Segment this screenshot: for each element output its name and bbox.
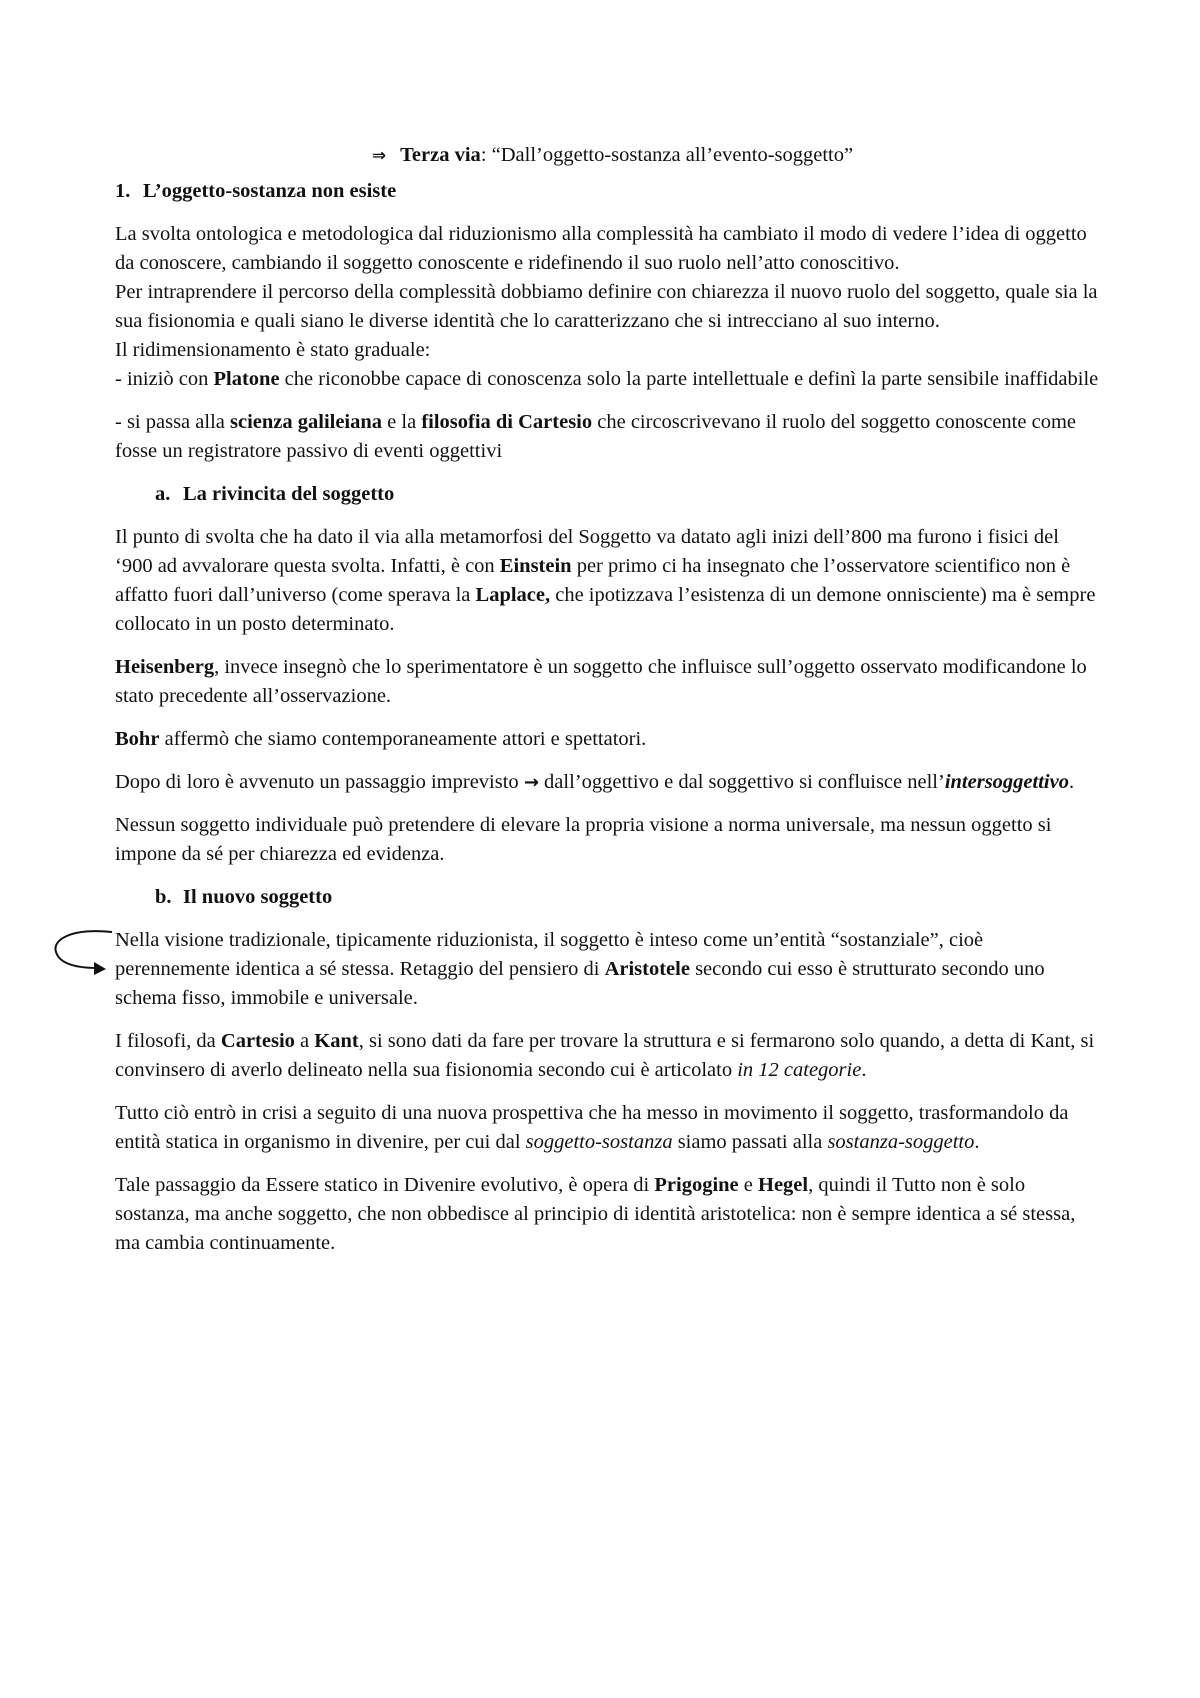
paragraph: Il punto di svolta che ha dato il via alla metamorfosi del Soggetto va datato agli inizi dell’800 ma furono i fisici del ‘900 ad avvalorare questa svolta. Infatti, è con Einstein per primo ci ha insegnato che l’osservatore scientifico non è affatto fuori dall’universo (come sperava la Laplace, che ipotizzava l’esistenza di un demone onnisciente) ma è sempre collocato in un posto determinato. [115, 526, 1096, 635]
right-arrow-icon: → [523, 772, 539, 793]
section-a-heading: a. La rivincita del soggetto [155, 483, 395, 505]
paragraph: Dopo di loro è avvenuto un passaggio imprevisto → dall’oggettivo e dal soggettivo si confluisce nell’intersoggettivo. [115, 771, 1075, 793]
paragraph: Nella visione tradizionale, tipicamente riduzionista, il soggetto è inteso come un’entità “sostanziale”, cioè perennemente identica a sé stessa. Retaggio del pensiero di Aristotele secondo cui esso è strutturato secondo uno schema fisso, immobile e universale. [115, 929, 1045, 1009]
paragraph: Nessun soggetto individuale può pretendere di elevare la propria visione a norma universale, ma nessun oggetto si impone da sé per chiarezza ed evidenza. [115, 814, 1052, 865]
paragraph: Bohr affermò che siamo contemporaneamente attori e spettatori. [115, 728, 647, 750]
section-b-heading: b. Il nuovo soggetto [155, 886, 333, 908]
paragraph: I filosofi, da Cartesio a Kant, si sono dati da fare per trovare la struttura e si fermarono solo quando, a detta di Kant, si convinsero di averlo delineato nella sua fisionomia secondo cui è articolato in 12 categorie. [115, 1030, 1095, 1081]
paragraph: - si passa alla scienza galileiana e la filosofia di Cartesio che circoscrivevano il ruolo del soggetto conoscente come fosse un registratore passivo di eventi oggettivi [115, 411, 1076, 462]
document-title: ⇒ Terza via: “Dall’oggetto-sostanza all’evento-soggetto” [371, 144, 854, 166]
paragraph: Tale passaggio da Essere statico in Divenire evolutivo, è opera di Prigogine e Hegel, quindi il Tutto non è solo sostanza, ma anche soggetto, che non obbedisce al principio di identità aristotelica: non è sempre identica a sé stessa, ma cambia continuamente. [115, 1174, 1076, 1254]
paragraph: - iniziò con Platone che riconobbe capace di conoscenza solo la parte intellettuale e definì la parte sensibile inaffidabile [115, 368, 1099, 390]
paragraph: Per intraprendere il percorso della complessità dobbiamo definire con chiarezza il nuovo ruolo del soggetto, quale sia la sua fisionomia e quali siano le diverse identità che lo caratterizzano che si intrecciano al suo interno. [115, 281, 1098, 332]
curved-arrow-icon [50, 928, 120, 978]
paragraph: La svolta ontologica e metodologica dal riduzionismo alla complessità ha cambiato il modo di vedere l’idea di oggetto da conoscere, cambiando il soggetto conoscente e ridefinendo il suo ruolo nell’atto conoscitivo. [115, 223, 1087, 274]
paragraph: Il ridimensionamento è stato graduale: [115, 339, 431, 361]
paragraph: Tutto ciò entrò in crisi a seguito di una nuova prospettiva che ha messo in movimento il soggetto, trasformandolo da entità statica in organismo in divenire, per cui dal soggetto-sostanza siamo passati alla sostanza-soggetto. [115, 1102, 1069, 1153]
paragraph: Heisenberg, invece insegnò che lo sperimentatore è un soggetto che influisce sull’oggetto osservato modificandone lo stato precedente all’osservazione. [115, 656, 1087, 707]
double-arrow-icon: ⇒ [371, 146, 387, 166]
document-page [115, 141, 1100, 1258]
section-1-heading: 1. L’oggetto-sostanza non esiste [115, 180, 397, 202]
